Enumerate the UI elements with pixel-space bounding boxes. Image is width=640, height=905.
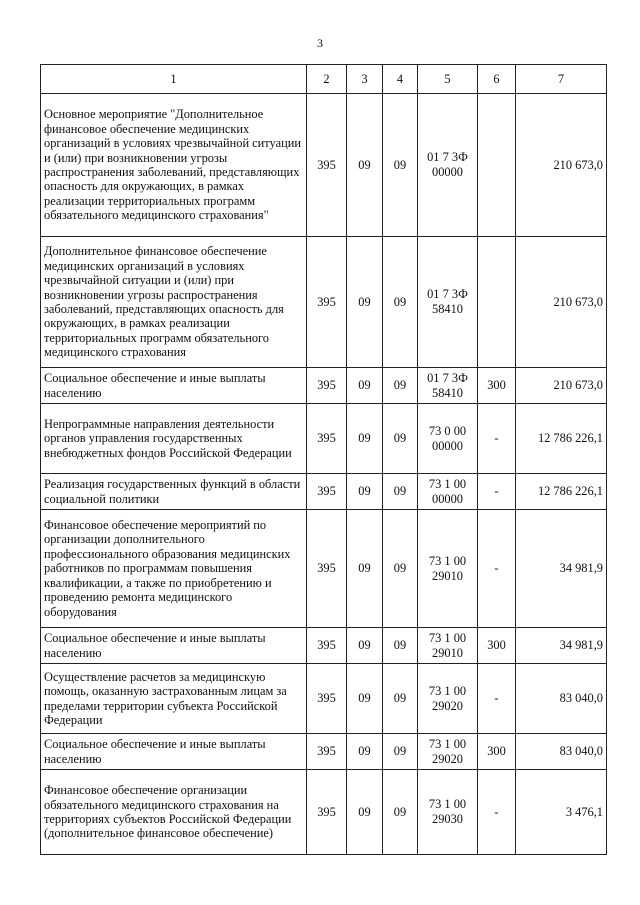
cell-col-4: 09 xyxy=(383,734,418,770)
cell-col-7: 83 040,0 xyxy=(516,664,607,734)
column-header: 3 xyxy=(347,65,383,94)
column-header: 1 xyxy=(41,65,307,94)
cell-col-7: 210 673,0 xyxy=(516,94,607,237)
row-name: Дополнительное финансовое обеспечение медицинских организаций в условиях чрезвычайной ситуации и (или) при возникновении угрозы распространения заболеваний, представляющих опасность для окружающих, в рамках реализации территориальных программ обязательного медицинского страхования xyxy=(41,237,307,368)
row-name: Социальное обеспечение и иные выплаты населению xyxy=(41,734,307,770)
cell-col-7: 83 040,0 xyxy=(516,734,607,770)
header-row xyxy=(41,65,607,94)
cell-col-3: 09 xyxy=(347,770,383,855)
cell-col-5 xyxy=(418,368,478,404)
cell-col-6: 300 xyxy=(478,628,516,664)
budget-table xyxy=(40,64,607,855)
cell-col-4: 09 xyxy=(383,237,418,368)
cell-col-6: - xyxy=(478,404,516,474)
cell-col-6: - xyxy=(478,510,516,628)
cell-col-2: 395 xyxy=(307,734,347,770)
cell-col-2: 395 xyxy=(307,510,347,628)
row-name: Непрограммные направления деятельности органов управления государственных внебюджетных фондов Российской Федерации xyxy=(41,404,307,474)
table-row xyxy=(41,510,607,628)
code-line-2: 58410 xyxy=(432,385,463,400)
cell-col-5 xyxy=(418,474,478,510)
cell-col-7: 210 673,0 xyxy=(516,368,607,404)
row-name: Финансовое обеспечение мероприятий по организации дополнительного профессионального образования медицинских работников по программам повышения квалификации, а также по приобретению и проведению ремонта медицинского оборудования xyxy=(41,510,307,628)
cell-col-5 xyxy=(418,770,478,855)
table-row xyxy=(41,734,607,770)
code-line-2: 00000 xyxy=(432,491,463,506)
column-header: 2 xyxy=(307,65,347,94)
code-line-1: 73 1 00 xyxy=(428,476,467,491)
code-line-1: 01 7 3Ф xyxy=(427,150,468,164)
cell-col-7: 34 981,9 xyxy=(516,628,607,664)
cell-col-5 xyxy=(418,237,478,368)
page-number: 3 xyxy=(317,36,323,50)
cell-col-2: 395 xyxy=(307,237,347,368)
column-header: 6 xyxy=(478,65,516,94)
row-name: Социальное обеспечение и иные выплаты населению xyxy=(41,368,307,404)
cell-col-5 xyxy=(418,734,478,770)
row-name: Реализация государственных функций в области социальной политики xyxy=(41,474,307,510)
cell-col-7: 34 981,9 xyxy=(516,510,607,628)
table-body xyxy=(41,94,607,855)
code-line-2: 58410 xyxy=(432,302,463,316)
code-line-1: 73 1 00 xyxy=(428,736,467,751)
cell-col-5 xyxy=(418,664,478,734)
column-header: 5 xyxy=(418,65,478,94)
cell-col-5 xyxy=(418,510,478,628)
cell-col-7: 12 786 226,1 xyxy=(516,404,607,474)
row-name: Осуществление расчетов за медицинскую помощь, оказанную застрахованным лицам за пределами территории субъекта Российской Федерации xyxy=(41,664,307,734)
cell-col-7: 210 673,0 xyxy=(516,237,607,368)
cell-col-6: - xyxy=(478,664,516,734)
table-row xyxy=(41,628,607,664)
cell-col-5 xyxy=(418,94,478,237)
cell-col-6 xyxy=(478,94,516,237)
cell-col-3: 09 xyxy=(347,734,383,770)
code-line-1: 73 1 00 xyxy=(428,683,467,698)
cell-col-4: 09 xyxy=(383,94,418,237)
cell-col-6: 300 xyxy=(478,734,516,770)
code-line-2: 29020 xyxy=(432,751,463,766)
cell-col-7: 12 786 226,1 xyxy=(516,474,607,510)
cell-col-6 xyxy=(478,237,516,368)
cell-col-4: 09 xyxy=(383,628,418,664)
row-name: Социальное обеспечение и иные выплаты населению xyxy=(41,628,307,664)
cell-col-3: 09 xyxy=(347,404,383,474)
code-line-2: 29010 xyxy=(432,645,463,660)
code-line-1: 73 1 00 xyxy=(428,630,467,645)
row-name: Основное мероприятие "Дополнительное финансовое обеспечение медицинских организаций в условиях чрезвычайной ситуации и (или) при возникновении угрозы распространения заболеваний, представляющих опасность для окружающих, в рамках реализации территориальных программ обязательного медицинского страхования" xyxy=(41,94,307,237)
code-line-1: 01 7 3Ф xyxy=(427,287,468,301)
cell-col-6: - xyxy=(478,770,516,855)
code-line-1: 73 1 00 xyxy=(428,797,467,811)
table-row xyxy=(41,94,607,237)
cell-col-2: 395 xyxy=(307,770,347,855)
cell-col-5 xyxy=(418,404,478,474)
code-line-1: 73 1 00 xyxy=(428,553,467,568)
row-name: Финансовое обеспечение организации обязательного медицинского страхования на территориях субъектов Российской Федерации (дополнительное финансовое обеспечение) xyxy=(41,770,307,855)
cell-col-7: 3 476,1 xyxy=(516,770,607,855)
code-line-2: 29030 xyxy=(432,812,463,826)
code-line-1: 73 0 00 xyxy=(428,423,467,438)
cell-col-3: 09 xyxy=(347,237,383,368)
cell-col-2: 395 xyxy=(307,474,347,510)
column-header: 7 xyxy=(516,65,607,94)
code-line-1: 01 7 3Ф xyxy=(427,370,468,385)
column-header: 4 xyxy=(383,65,418,94)
table-row xyxy=(41,404,607,474)
code-line-2: 00000 xyxy=(432,165,463,179)
code-line-2: 29020 xyxy=(432,698,463,713)
cell-col-2: 395 xyxy=(307,628,347,664)
cell-col-3: 09 xyxy=(347,474,383,510)
table-row xyxy=(41,237,607,368)
cell-col-4: 09 xyxy=(383,510,418,628)
code-line-2: 00000 xyxy=(432,438,463,453)
cell-col-4: 09 xyxy=(383,368,418,404)
cell-col-6: - xyxy=(478,474,516,510)
cell-col-3: 09 xyxy=(347,368,383,404)
cell-col-4: 09 xyxy=(383,474,418,510)
cell-col-3: 09 xyxy=(347,94,383,237)
code-line-2: 29010 xyxy=(432,568,463,583)
cell-col-3: 09 xyxy=(347,664,383,734)
cell-col-2: 395 xyxy=(307,404,347,474)
cell-col-4: 09 xyxy=(383,664,418,734)
cell-col-4: 09 xyxy=(383,404,418,474)
cell-col-2: 395 xyxy=(307,664,347,734)
table-row xyxy=(41,770,607,855)
table-row xyxy=(41,368,607,404)
cell-col-5 xyxy=(418,628,478,664)
cell-col-2: 395 xyxy=(307,94,347,237)
table-row xyxy=(41,474,607,510)
cell-col-4: 09 xyxy=(383,770,418,855)
table-row xyxy=(41,664,607,734)
cell-col-3: 09 xyxy=(347,510,383,628)
cell-col-6: 300 xyxy=(478,368,516,404)
cell-col-2: 395 xyxy=(307,368,347,404)
cell-col-3: 09 xyxy=(347,628,383,664)
